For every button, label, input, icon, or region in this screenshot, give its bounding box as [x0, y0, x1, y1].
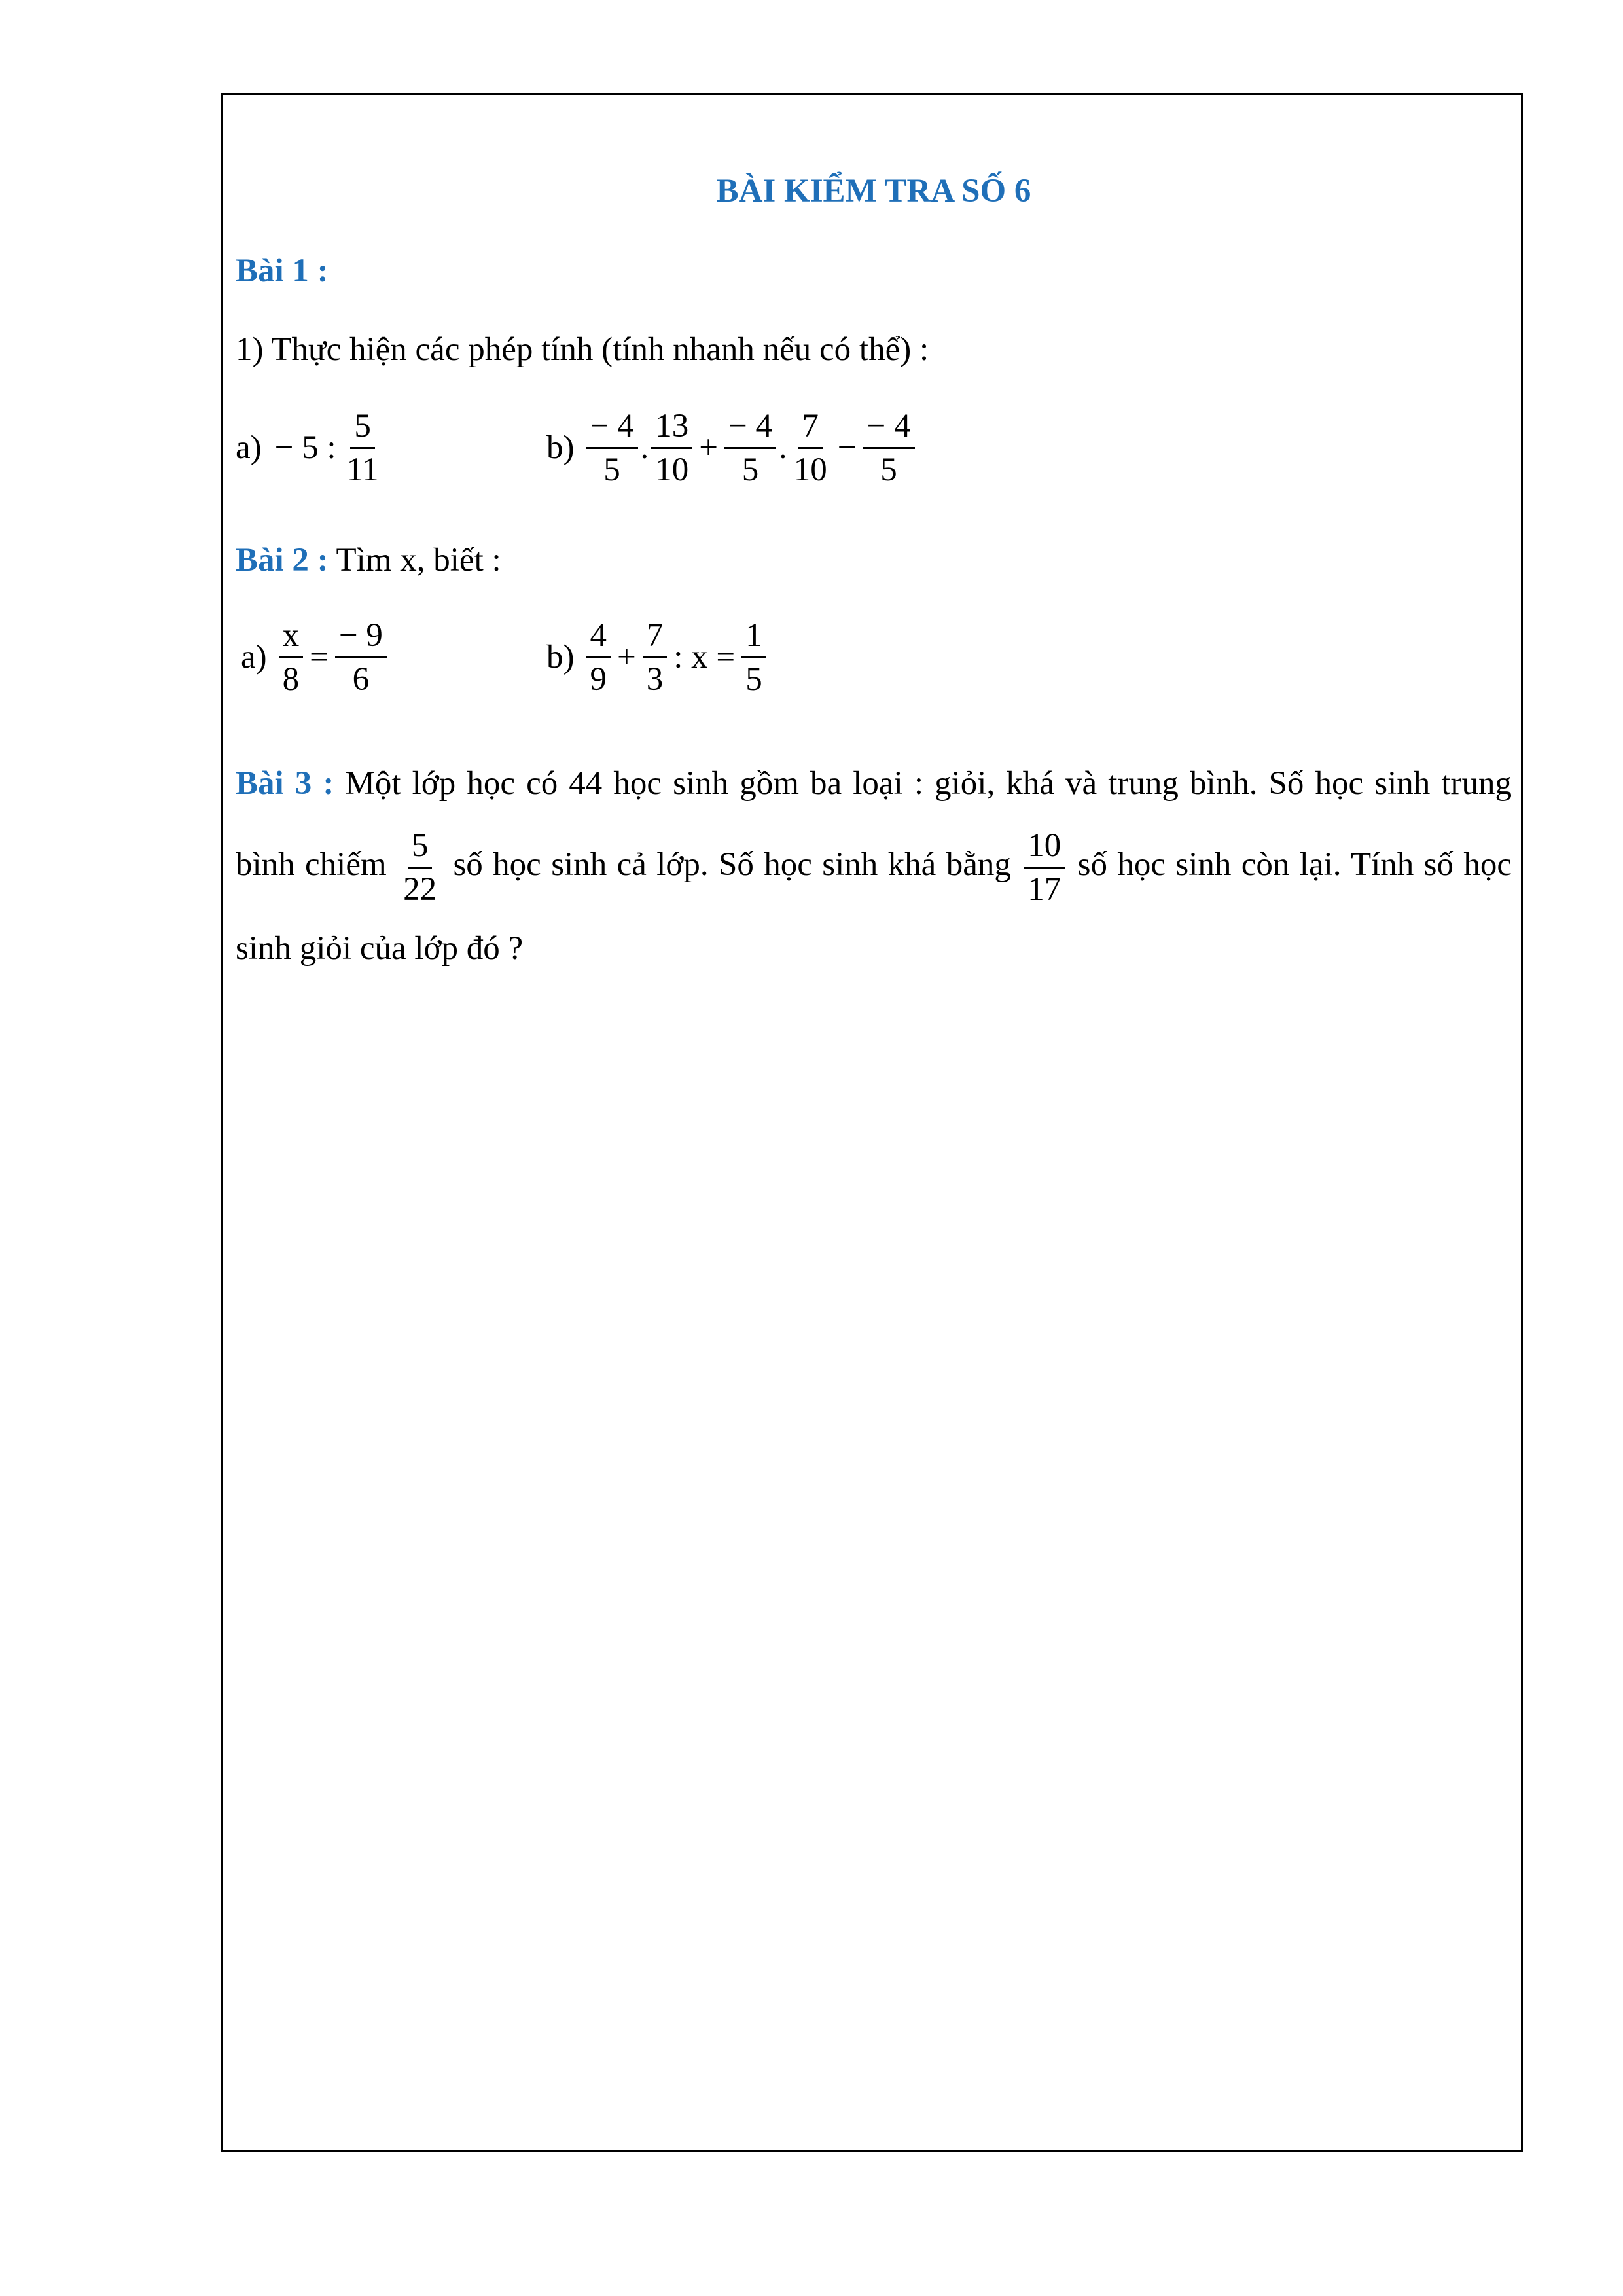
denominator: 5 — [603, 452, 620, 489]
bai3-fraction-2 — [1024, 827, 1065, 908]
bai1-part-a — [236, 408, 385, 488]
bai3-fraction-1 — [399, 827, 440, 908]
denominator: 6 — [352, 661, 370, 698]
bai3-text-2: số học sinh cả lớp. Số học sinh khá bằng — [453, 846, 1011, 883]
equals-sign: = — [310, 638, 329, 675]
denominator: 5 — [745, 661, 762, 698]
bai1-b-fraction-1 — [586, 408, 637, 488]
denominator: 8 — [282, 661, 300, 698]
bai3-text-3: số học sinh còn lại. Tính số học sinh giỏi của lớp đó ? — [236, 846, 1512, 967]
denominator: 17 — [1027, 870, 1061, 908]
bai2-heading: Bài 2 : — [236, 542, 329, 579]
bai1-b-fraction-3 — [724, 408, 776, 488]
bai1-b-label: b) — [546, 429, 575, 466]
numerator: − 4 — [863, 408, 915, 449]
denominator: 9 — [590, 661, 607, 698]
bai2-part-b — [546, 617, 769, 698]
numerator: 5 — [350, 408, 375, 449]
multiply-dot: . — [779, 429, 787, 466]
bai1-instruction: 1) Thực hiện các phép tính (tính nhanh nếu có thể) : — [236, 331, 929, 368]
numerator: 13 — [651, 408, 692, 449]
denominator: 10 — [793, 452, 827, 489]
bai1-heading: Bài 1 : — [236, 253, 329, 289]
bai1-b-fraction-5 — [863, 408, 915, 488]
bai2-part-a — [241, 617, 389, 698]
bai1-b-fraction-2 — [651, 408, 692, 488]
numerator: 1 — [741, 617, 766, 658]
numerator: − 9 — [335, 617, 387, 658]
bai2-a-label: a) — [241, 638, 267, 675]
bai2-heading-line — [236, 540, 501, 582]
divide-x-equals: : x = — [673, 638, 736, 675]
numerator: 5 — [408, 827, 433, 869]
denominator: 10 — [655, 452, 689, 489]
numerator: 10 — [1024, 827, 1065, 869]
plus-sign: + — [699, 429, 719, 466]
bai2-b-label: b) — [546, 638, 575, 675]
multiply-dot: . — [640, 429, 649, 466]
numerator: − 4 — [724, 408, 776, 449]
bai3-text-1: Một lớp học có 44 học sinh gồm ba loại : giỏi, khá và trung bình. Số học sinh trung bình chiếm — [236, 765, 1512, 883]
denominator: 5 — [741, 452, 759, 489]
numerator: 7 — [643, 617, 668, 658]
bai1-a-lead: − 5 : — [274, 429, 336, 466]
page-frame — [221, 93, 1523, 2152]
denominator: 5 — [880, 452, 897, 489]
page-title: BÀI KIỂM TRA SỐ 6 — [716, 173, 1031, 209]
numerator: 4 — [586, 617, 611, 658]
bai3-heading: Bài 3 : — [236, 765, 334, 802]
bai1-a-label: a) — [236, 429, 262, 466]
bai2-a-fraction-1 — [279, 617, 304, 698]
denominator: 11 — [346, 452, 379, 489]
bai2-b-fraction-3 — [741, 617, 766, 698]
bai2-b-fraction-2 — [643, 617, 668, 698]
numerator: 7 — [798, 408, 823, 449]
bai1-part-b — [546, 408, 918, 488]
denominator: 3 — [646, 661, 664, 698]
denominator: 22 — [403, 870, 437, 908]
numerator: x — [279, 617, 304, 658]
bai1-b-fraction-4 — [790, 408, 831, 488]
bai2-instruction: Tìm x, biết : — [336, 542, 501, 579]
bai2-b-fraction-1 — [586, 617, 611, 698]
minus-sign: − — [837, 429, 857, 466]
numerator: − 4 — [586, 408, 637, 449]
plus-sign: + — [616, 638, 636, 675]
bai3-paragraph — [236, 743, 1512, 989]
bai1-a-fraction — [343, 408, 383, 488]
bai2-a-fraction-2 — [335, 617, 387, 698]
